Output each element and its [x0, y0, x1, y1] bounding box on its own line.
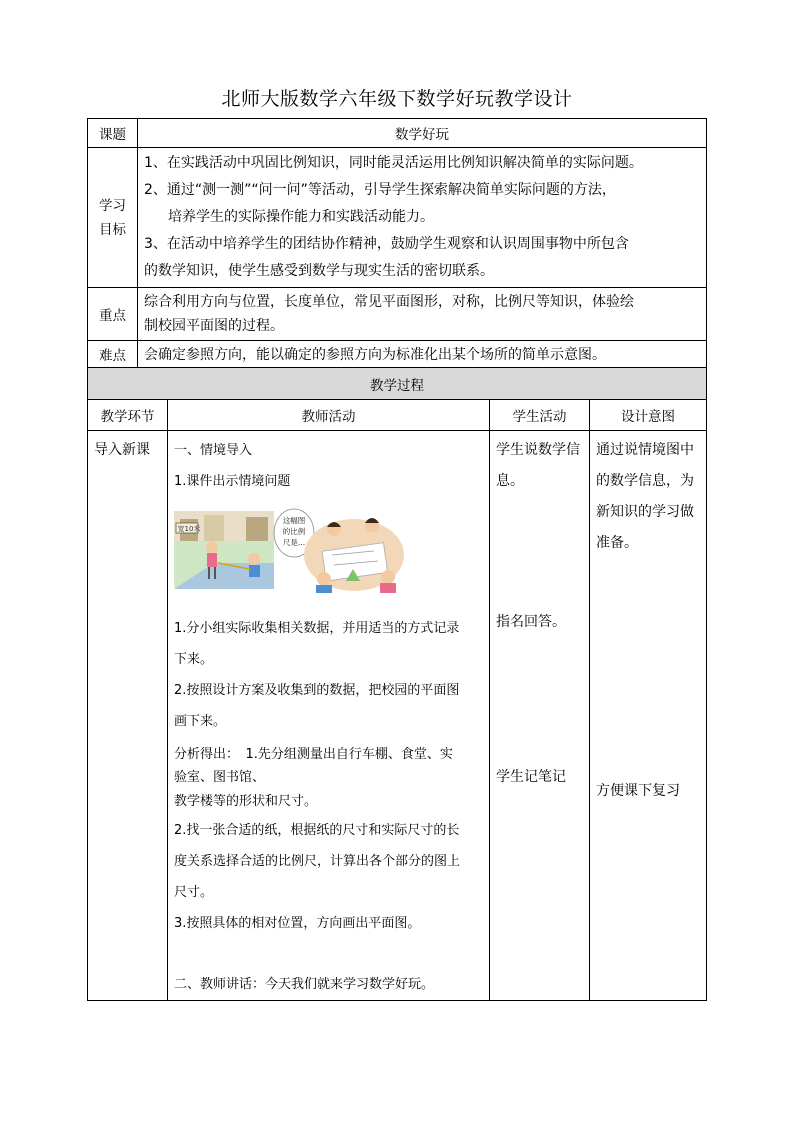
teacher-line: 尺寸。 — [174, 885, 214, 900]
topic-value: 数学好玩 — [138, 119, 707, 148]
purpose-line: 准备。 — [596, 535, 638, 551]
situation-illustration-svg — [174, 503, 414, 601]
teacher-line: 分析得出： 1.先分组测量出自行车棚、食堂、实 — [174, 747, 453, 762]
teacher-line: 教学楼等的形状和尺寸。 — [174, 794, 318, 809]
goal-line: 2、通过“测一测”“问一问”等活动，引导学生探索解决简单实际问题的方法， — [144, 182, 616, 198]
key-line: 制校园平面图的过程。 — [144, 318, 284, 334]
student-line: 指名回答。 — [496, 614, 566, 630]
document-title: 北师大版数学六年级下数学好玩教学设计 — [221, 88, 573, 110]
key-label: 重点 — [88, 288, 138, 341]
process-body-row — [88, 431, 707, 1001]
difficulty-row — [88, 341, 707, 368]
header-teacher: 教师活动 — [168, 400, 490, 431]
difficulty-value: 会确定参照方向，能以确定的参照方向为标准化出某个场所的简单示意图。 — [138, 341, 707, 368]
goals-row — [88, 148, 707, 288]
goal-line: 1、在实践活动中巩固比例知识，同时能灵活运用比例知识解决简单的实际问题。 — [144, 155, 643, 171]
purpose-line: 新知识的学习做 — [596, 504, 694, 520]
lesson-info-table — [87, 118, 707, 368]
goals-label — [88, 148, 138, 288]
student-line: 学生说数学信 — [496, 442, 580, 458]
teacher-line: 2.找一张合适的纸，根据纸的尺寸和实际尺寸的长 — [174, 823, 460, 838]
goals-list — [138, 148, 707, 288]
teacher-line: 2.按照设计方案及收集到的数据，把校园的平面图 — [174, 683, 460, 698]
goal-line: 3、在活动中培养学生的团结协作精神，鼓励学生观察和认识周围事物中所包含 — [144, 236, 629, 252]
process-header-row — [88, 400, 707, 431]
process-title: 教学过程 — [88, 368, 707, 400]
teacher-intro: 1.课件出示情境问题 — [174, 474, 291, 489]
purpose-line: 的数学信息，为 — [596, 473, 694, 489]
bubble-line: 的比例 — [282, 527, 306, 536]
key-row — [88, 288, 707, 341]
teacher-line: 验室、图书馆、 — [174, 770, 266, 785]
bubble-line: 尺是... — [282, 538, 306, 547]
teacher-heading: 一、情境导入 — [174, 443, 253, 458]
situation-illustration — [174, 503, 483, 601]
difficulty-label: 难点 — [88, 341, 138, 368]
teacher-line: 1.分小组实际收集相关数据，并用适当的方式记录 — [174, 621, 460, 636]
key-points — [138, 288, 707, 341]
purpose-line: 通过说情境图中 — [596, 442, 694, 458]
bubble-line: 这幅图 — [282, 516, 306, 525]
topic-row — [88, 119, 707, 148]
header-purpose: 设计意图 — [590, 400, 707, 431]
teacher-line: 3.按照具体的相对位置，方向画出平面图。 — [174, 916, 421, 931]
key-line: 综合利用方向与位置，长度单位，常见平面图形，对称，比例尺等知识，体验绘 — [144, 294, 634, 310]
header-student: 学生活动 — [490, 400, 590, 431]
teacher-closing: 二、教师讲话：今天我们就来学习数学好玩。 — [174, 977, 435, 992]
purpose-cell — [590, 431, 707, 1001]
teacher-line: 画下来。 — [174, 714, 227, 729]
illustration-sign-label: 宽10米 — [177, 525, 201, 533]
header-stage: 教学环节 — [88, 400, 168, 431]
teacher-line: 下来。 — [174, 652, 214, 667]
goal-line: 的数学知识，使学生感受到数学与现实生活的密切联系。 — [144, 263, 494, 279]
student-activity-cell — [490, 431, 590, 1001]
topic-label: 课题 — [88, 119, 138, 148]
purpose-line: 方便课下复习 — [596, 783, 680, 799]
goal-line: 培养学生的实际操作能力和实践活动能力。 — [168, 209, 434, 225]
process-table — [87, 367, 707, 1001]
student-line: 学生记笔记 — [496, 769, 566, 785]
stage-cell: 导入新课 — [88, 431, 168, 1001]
teacher-activity-cell — [168, 431, 490, 1001]
teacher-line: 度关系选择合适的比例尺，计算出各个部分的图上 — [174, 854, 461, 869]
goals-label-text: 学习目标 — [99, 197, 126, 238]
student-line: 息。 — [496, 473, 524, 489]
